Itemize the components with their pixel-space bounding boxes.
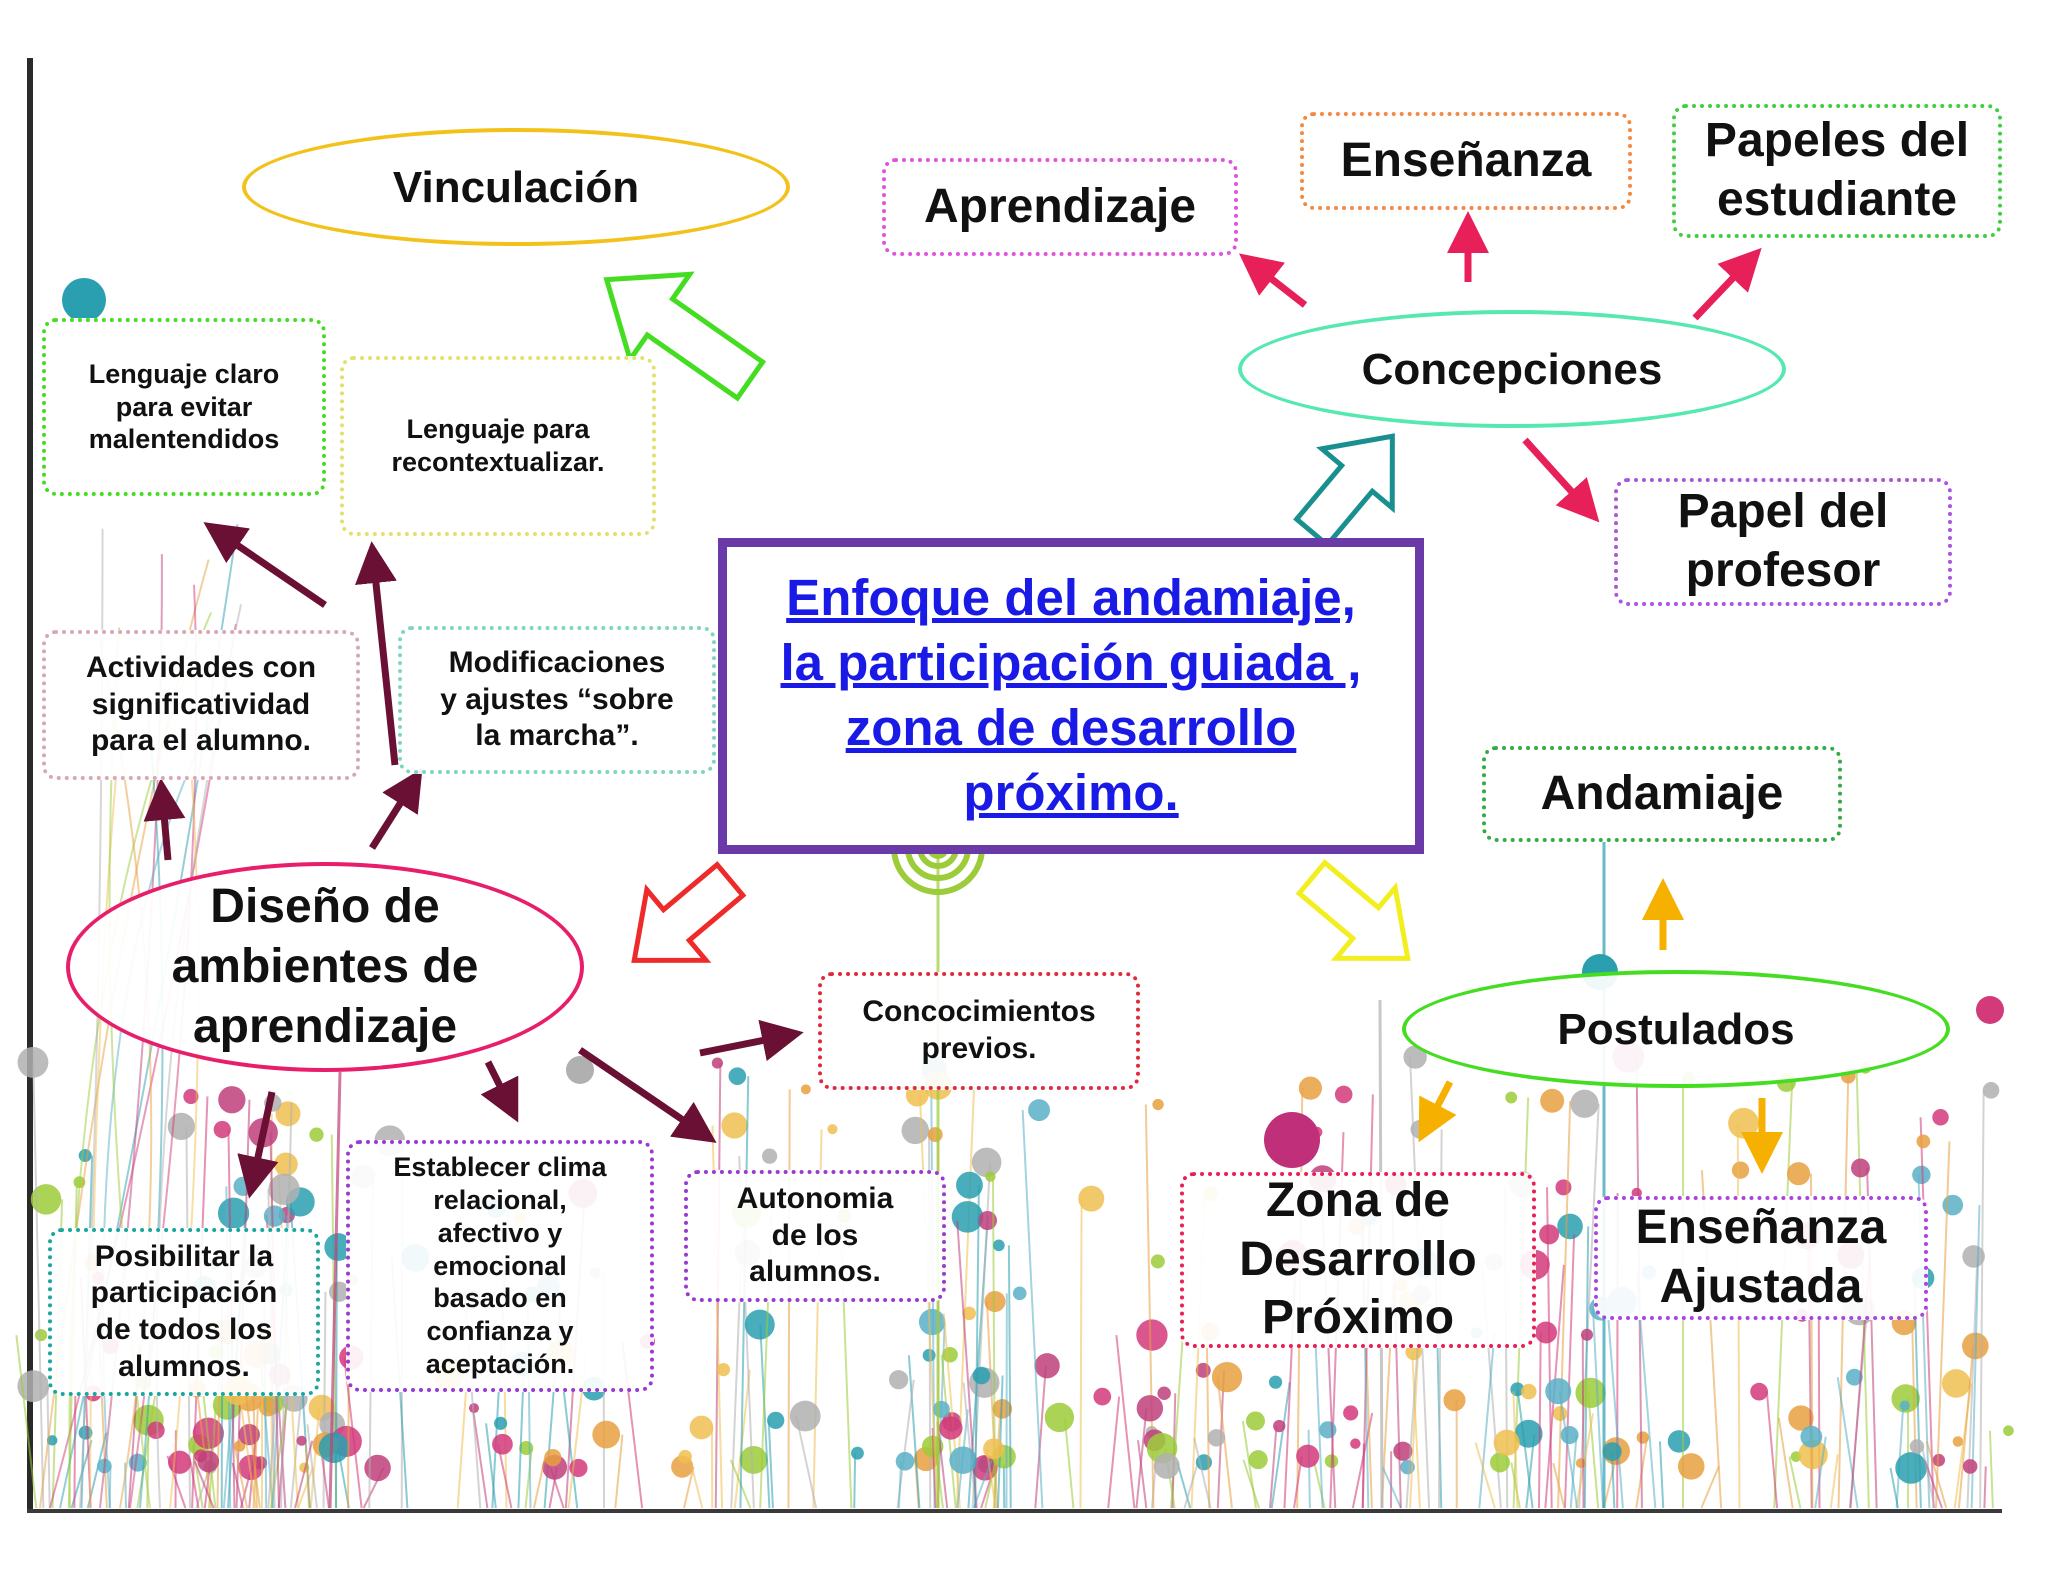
node-posibilitar: Posibilitar la participación de todos los alumnos. [48, 1228, 320, 1396]
block-arrow-to-diseno [605, 845, 760, 996]
arrow-to-lenguaje-recontextualizar [373, 555, 395, 765]
node-vinculacion: Vinculación [242, 128, 790, 246]
arrow-to-autonomia [580, 1050, 705, 1135]
node-clima: Establecer clima relacional, afectivo y emocional basado en confianza y aceptación. [346, 1140, 654, 1392]
arrow-to-clima [488, 1062, 512, 1110]
node-andamiaje: Andamiaje [1482, 746, 1842, 842]
arrow-to-lenguaje-claro [215, 530, 325, 605]
node-postulados: Postulados [1402, 970, 1950, 1088]
arrow-to-posibilitar [252, 1092, 272, 1185]
node-conocimientos: Concocimientos previos. [818, 972, 1140, 1090]
arrow-to-conocimientos [700, 1035, 790, 1053]
node-papel-profesor: Papel del profesor [1614, 478, 1952, 606]
node-lenguaje-claro: Lenguaje claro para evitar malentendidos [42, 318, 326, 496]
node-lenguaje-recontextualizar: Lenguaje para recontextualizar. [340, 356, 656, 536]
node-zona-desarrollo-proximo: Zona de Desarrollo Próximo [1180, 1172, 1536, 1348]
arrow-to-papeles-estudiante [1695, 258, 1752, 318]
node-aprendizaje: Aprendizaje [882, 158, 1238, 256]
node-papeles-estudiante: Papeles del estudiante [1672, 104, 2002, 238]
node-autonomia: Autonomia de los alumnos. [684, 1170, 946, 1302]
node-modificaciones: Modificaciones y ajustes “sobre la marcha”. [398, 626, 716, 774]
node-concepciones: Concepciones [1238, 310, 1786, 428]
central-topic-box [718, 538, 1424, 854]
arrow-to-actividades [162, 792, 168, 860]
arrow-to-papel-profesor [1525, 440, 1590, 512]
node-ensenanza: Enseñanza [1300, 112, 1632, 210]
arrow-to-zdp [1425, 1082, 1450, 1130]
arrow-to-modificaciones [372, 780, 415, 848]
central-topic-link[interactable]: Enfoque del andamiaje, la participación guiada , zona de desarrollo próximo. [780, 569, 1362, 821]
node-actividades: Actividades con significatividad para el alumno. [42, 630, 360, 780]
node-ensenanza-ajustada: Enseñanza Ajustada [1594, 1196, 1928, 1320]
node-diseno-ambientes: Diseño de ambientes de aprendizaje [66, 862, 584, 1072]
arrow-to-aprendizaje [1250, 262, 1305, 305]
block-arrow-to-postulados [1282, 843, 1437, 994]
